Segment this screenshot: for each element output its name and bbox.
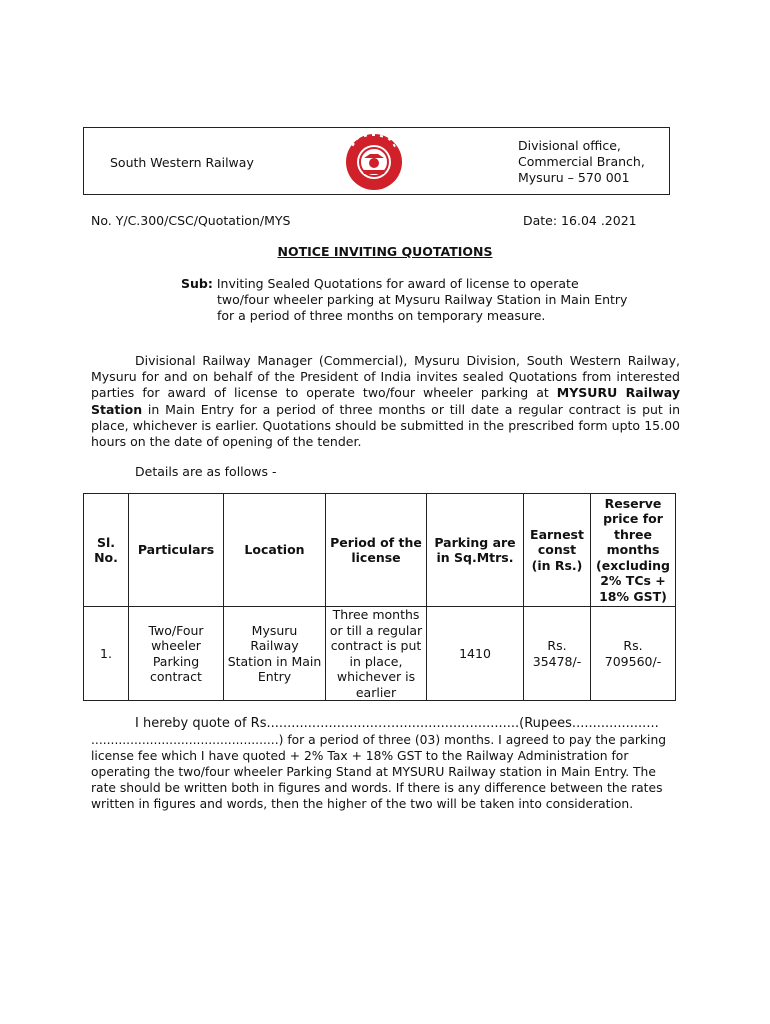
- subject-block: [181, 276, 627, 324]
- header-earnest: Earnest const (in Rs.): [524, 494, 591, 607]
- quote-line: rate should be written both in figures and words. If there is any difference between the rates: [91, 781, 663, 795]
- header-parking-area: Parking are in Sq.Mtrs.: [427, 494, 524, 607]
- cell-parking-area: 1410: [427, 607, 524, 701]
- quote-line: license fee which I have quoted + 2% Tax + 18% GST to the Railway Administration for: [91, 749, 629, 763]
- header-reserve-price: Reserve price for three months (excluding 2% TCs + 18% GST): [591, 494, 676, 607]
- quote-line: I hereby quote of Rs...........................…...............................(Rupees.....................: [135, 716, 659, 731]
- intro-paragraph: [91, 353, 680, 450]
- quote-line: ................................................) for a period of three (03) months. I agreed to pay the parking: [91, 733, 667, 747]
- quote-line: operating the two/four wheeler Parking Stand at MYSURU Railway station in Main Entry. The: [91, 765, 656, 779]
- reference-number: No. Y/C.300/CSC/Quotation/MYS: [91, 213, 291, 228]
- subject-line: for a period of three months on temporary measure.: [217, 308, 546, 323]
- quote-paragraph: [91, 716, 680, 812]
- quote-line: written in figures and words, then the higher of the two will be taken into consideration.: [91, 797, 634, 811]
- cell-period: Three months or till a regular contract is put in place, whichever is earlier: [326, 607, 427, 701]
- header-location: Location: [224, 494, 326, 607]
- indian-railways-logo-icon: [344, 132, 404, 192]
- office-address: [518, 138, 645, 186]
- cell-sl-no: 1.: [84, 607, 129, 701]
- table-row: [84, 607, 676, 701]
- org-name: South Western Railway: [110, 155, 254, 170]
- cell-particulars: Two/Four wheeler Parking contract: [129, 607, 224, 701]
- office-line: Commercial Branch,: [518, 154, 645, 169]
- header-period: Period of the license: [326, 494, 427, 607]
- subject-line: Inviting Sealed Quotations for award of license to operate: [216, 276, 579, 291]
- notice-date: Date: 16.04 .2021: [523, 213, 637, 228]
- subject-line: two/four wheeler parking at Mysuru Railway Station in Main Entry: [217, 292, 628, 307]
- letterhead-box: [83, 127, 670, 195]
- header-particulars: Particulars: [129, 494, 224, 607]
- office-line: Mysuru – 570 001: [518, 170, 630, 185]
- details-table: [83, 493, 676, 701]
- cell-location: Mysuru Railway Station in Main Entry: [224, 607, 326, 701]
- cell-reserve-price: Rs. 709560/-: [591, 607, 676, 701]
- header-sl-no: Sl. No.: [84, 494, 129, 607]
- intro-text-1: Divisional Railway Manager (Commercial), Mysuru Division, South Western Railway, Mysuru for and on behalf of the President of India invites sealed Quotations from interested parties for award of license to operate two/four wheeler parking at: [91, 353, 680, 401]
- cell-earnest: Rs. 35478/-: [524, 607, 591, 701]
- notice-title: NOTICE INVITING QUOTATIONS: [277, 244, 493, 259]
- intro-station-bold: MYSURU Railway Station: [91, 385, 680, 417]
- intro-text-2: in Main Entry for a period of three months or till date a regular contract is put in place, whichever is earlier. Quotations should be submitted in the prescribed form upto 15.00 hours on the date of opening of the tender.: [91, 401, 680, 450]
- office-line: Divisional office,: [518, 138, 621, 153]
- details-label: Details are as follows -: [135, 464, 277, 479]
- subject-label: Sub:: [181, 276, 213, 291]
- table-header-row: [84, 494, 676, 607]
